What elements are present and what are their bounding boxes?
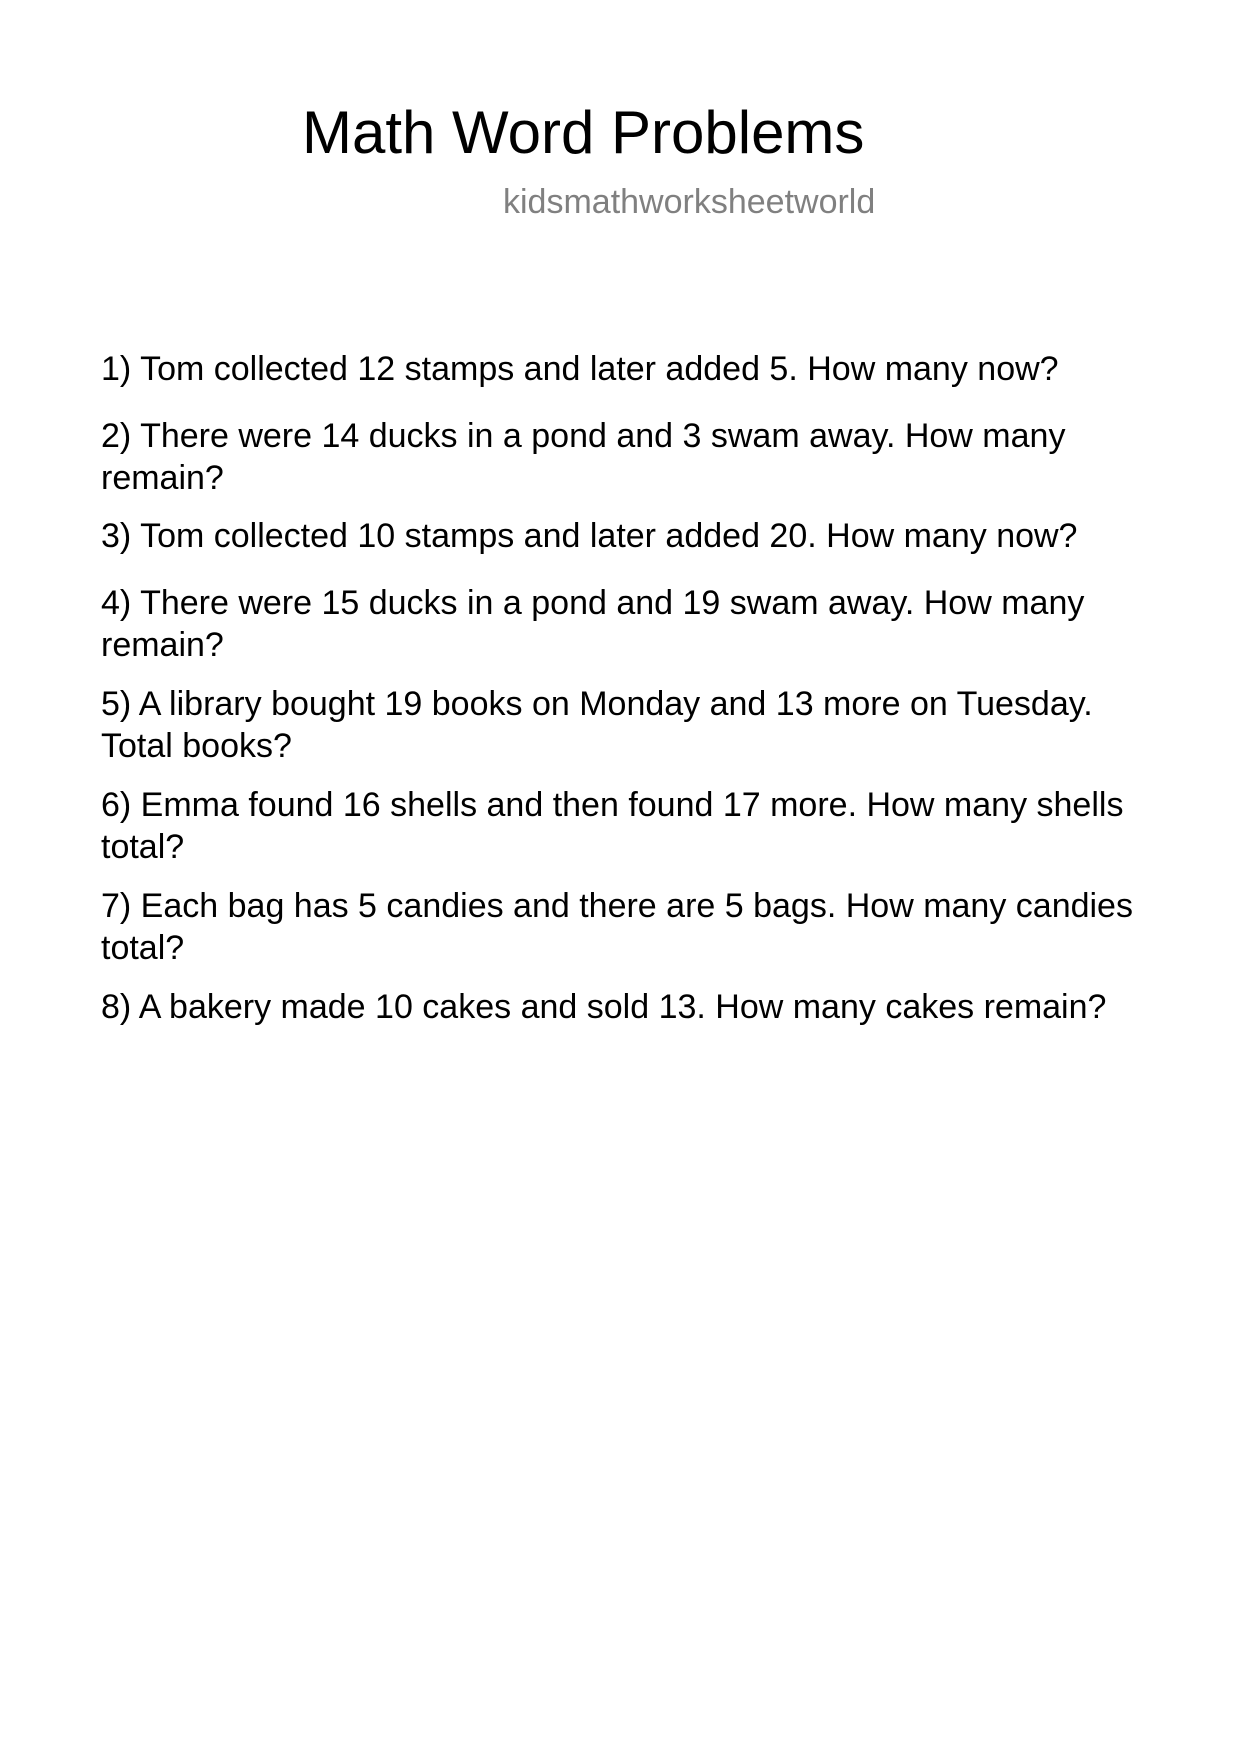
problem-3: 3) Tom collected 10 stamps and later added 20. How many now?	[101, 517, 1078, 555]
problem-1: 1) Tom collected 12 stamps and later added 5. How many now?	[101, 350, 1059, 388]
problem-7: 7) Each bag has 5 candies and there are 5 bags. How many candies total?	[101, 887, 1133, 967]
problem-8: 8) A bakery made 10 cakes and sold 13. How many cakes remain?	[101, 988, 1107, 1026]
page-subtitle: kidsmathworksheetworld	[503, 183, 876, 221]
problem-list	[101, 348, 1161, 1028]
problem-2: 2) There were 14 ducks in a pond and 3 swam away. How many remain?	[101, 417, 1066, 497]
problem-5: 5) A library bought 19 books on Monday and 13 more on Tuesday. Total books?	[101, 685, 1093, 765]
page-title: Math Word Problems	[302, 99, 865, 166]
problem-6: 6) Emma found 16 shells and then found 17 more. How many shells total?	[101, 786, 1124, 866]
problem-4: 4) There were 15 ducks in a pond and 19 swam away. How many remain?	[101, 584, 1085, 664]
